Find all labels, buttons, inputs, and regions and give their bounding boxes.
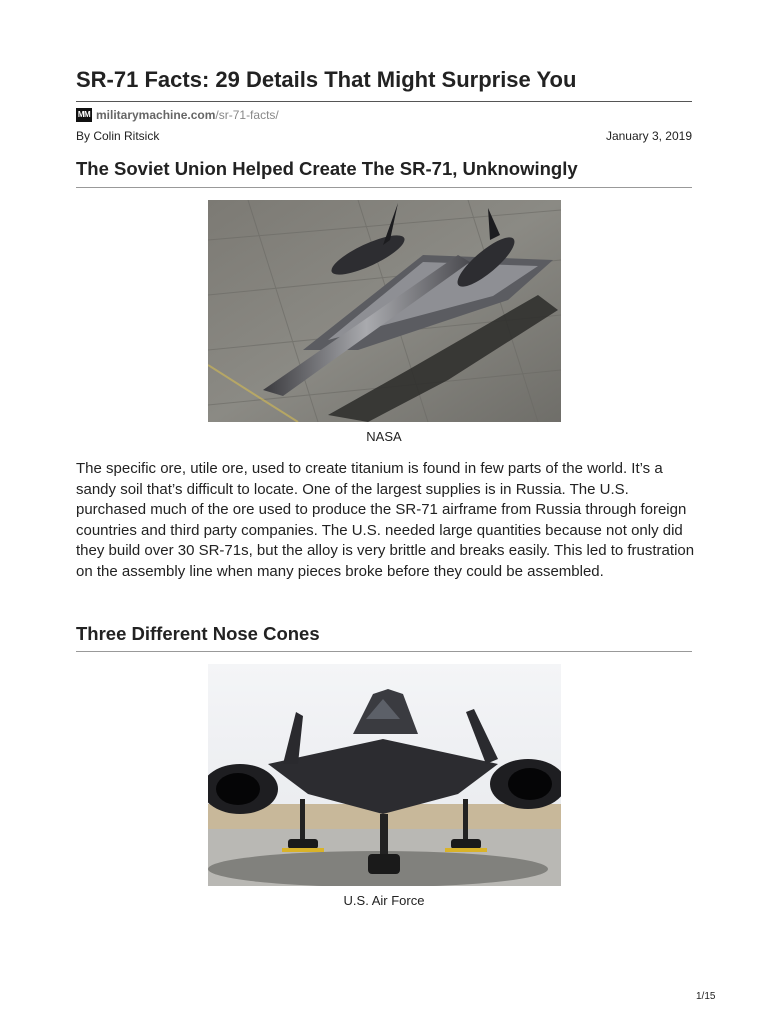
- section-heading-nose-cones: Three Different Nose Cones: [76, 623, 320, 644]
- byline: [76, 129, 692, 145]
- page-number: 1/15: [696, 991, 716, 1002]
- source-line: [76, 107, 279, 123]
- article-title: SR-71 Facts: 29 Details That Might Surprise You: [76, 67, 577, 92]
- author: By Colin Ritsick: [76, 129, 160, 143]
- site-logo-icon: MM: [76, 108, 92, 122]
- section-divider: [76, 651, 692, 652]
- sr71-tarmac-photo: [208, 200, 561, 422]
- source-path-link[interactable]: /sr-71-facts/: [215, 108, 279, 122]
- section-heading-soviet-union: The Soviet Union Helped Create The SR-71, Unknowingly: [76, 158, 578, 179]
- image-caption: NASA: [366, 429, 402, 444]
- publish-date: January 3, 2019: [605, 129, 692, 143]
- title-divider: [76, 101, 692, 102]
- section-paragraph: The specific ore, utile ore, used to create titanium is found in few parts of the world. It’s a sandy soil that’s difficult to locate. One of the largest supplies is in Russia. The U.S. purchased much of the ore used to produce the SR-71 airframe from Russia through foreign countries and third party companies. The U.S. needed large quantities because not only did they build over 30 SR-71s, but the alloy is very brittle and breaks easily. This led to frustration on the assembly line when many pieces broke before they could be assembled.: [76, 460, 695, 580]
- sr71-front-photo: [208, 664, 561, 886]
- source-domain-link[interactable]: militarymachine.com: [96, 108, 216, 122]
- image-caption: U.S. Air Force: [343, 893, 425, 908]
- section-divider: [76, 187, 692, 188]
